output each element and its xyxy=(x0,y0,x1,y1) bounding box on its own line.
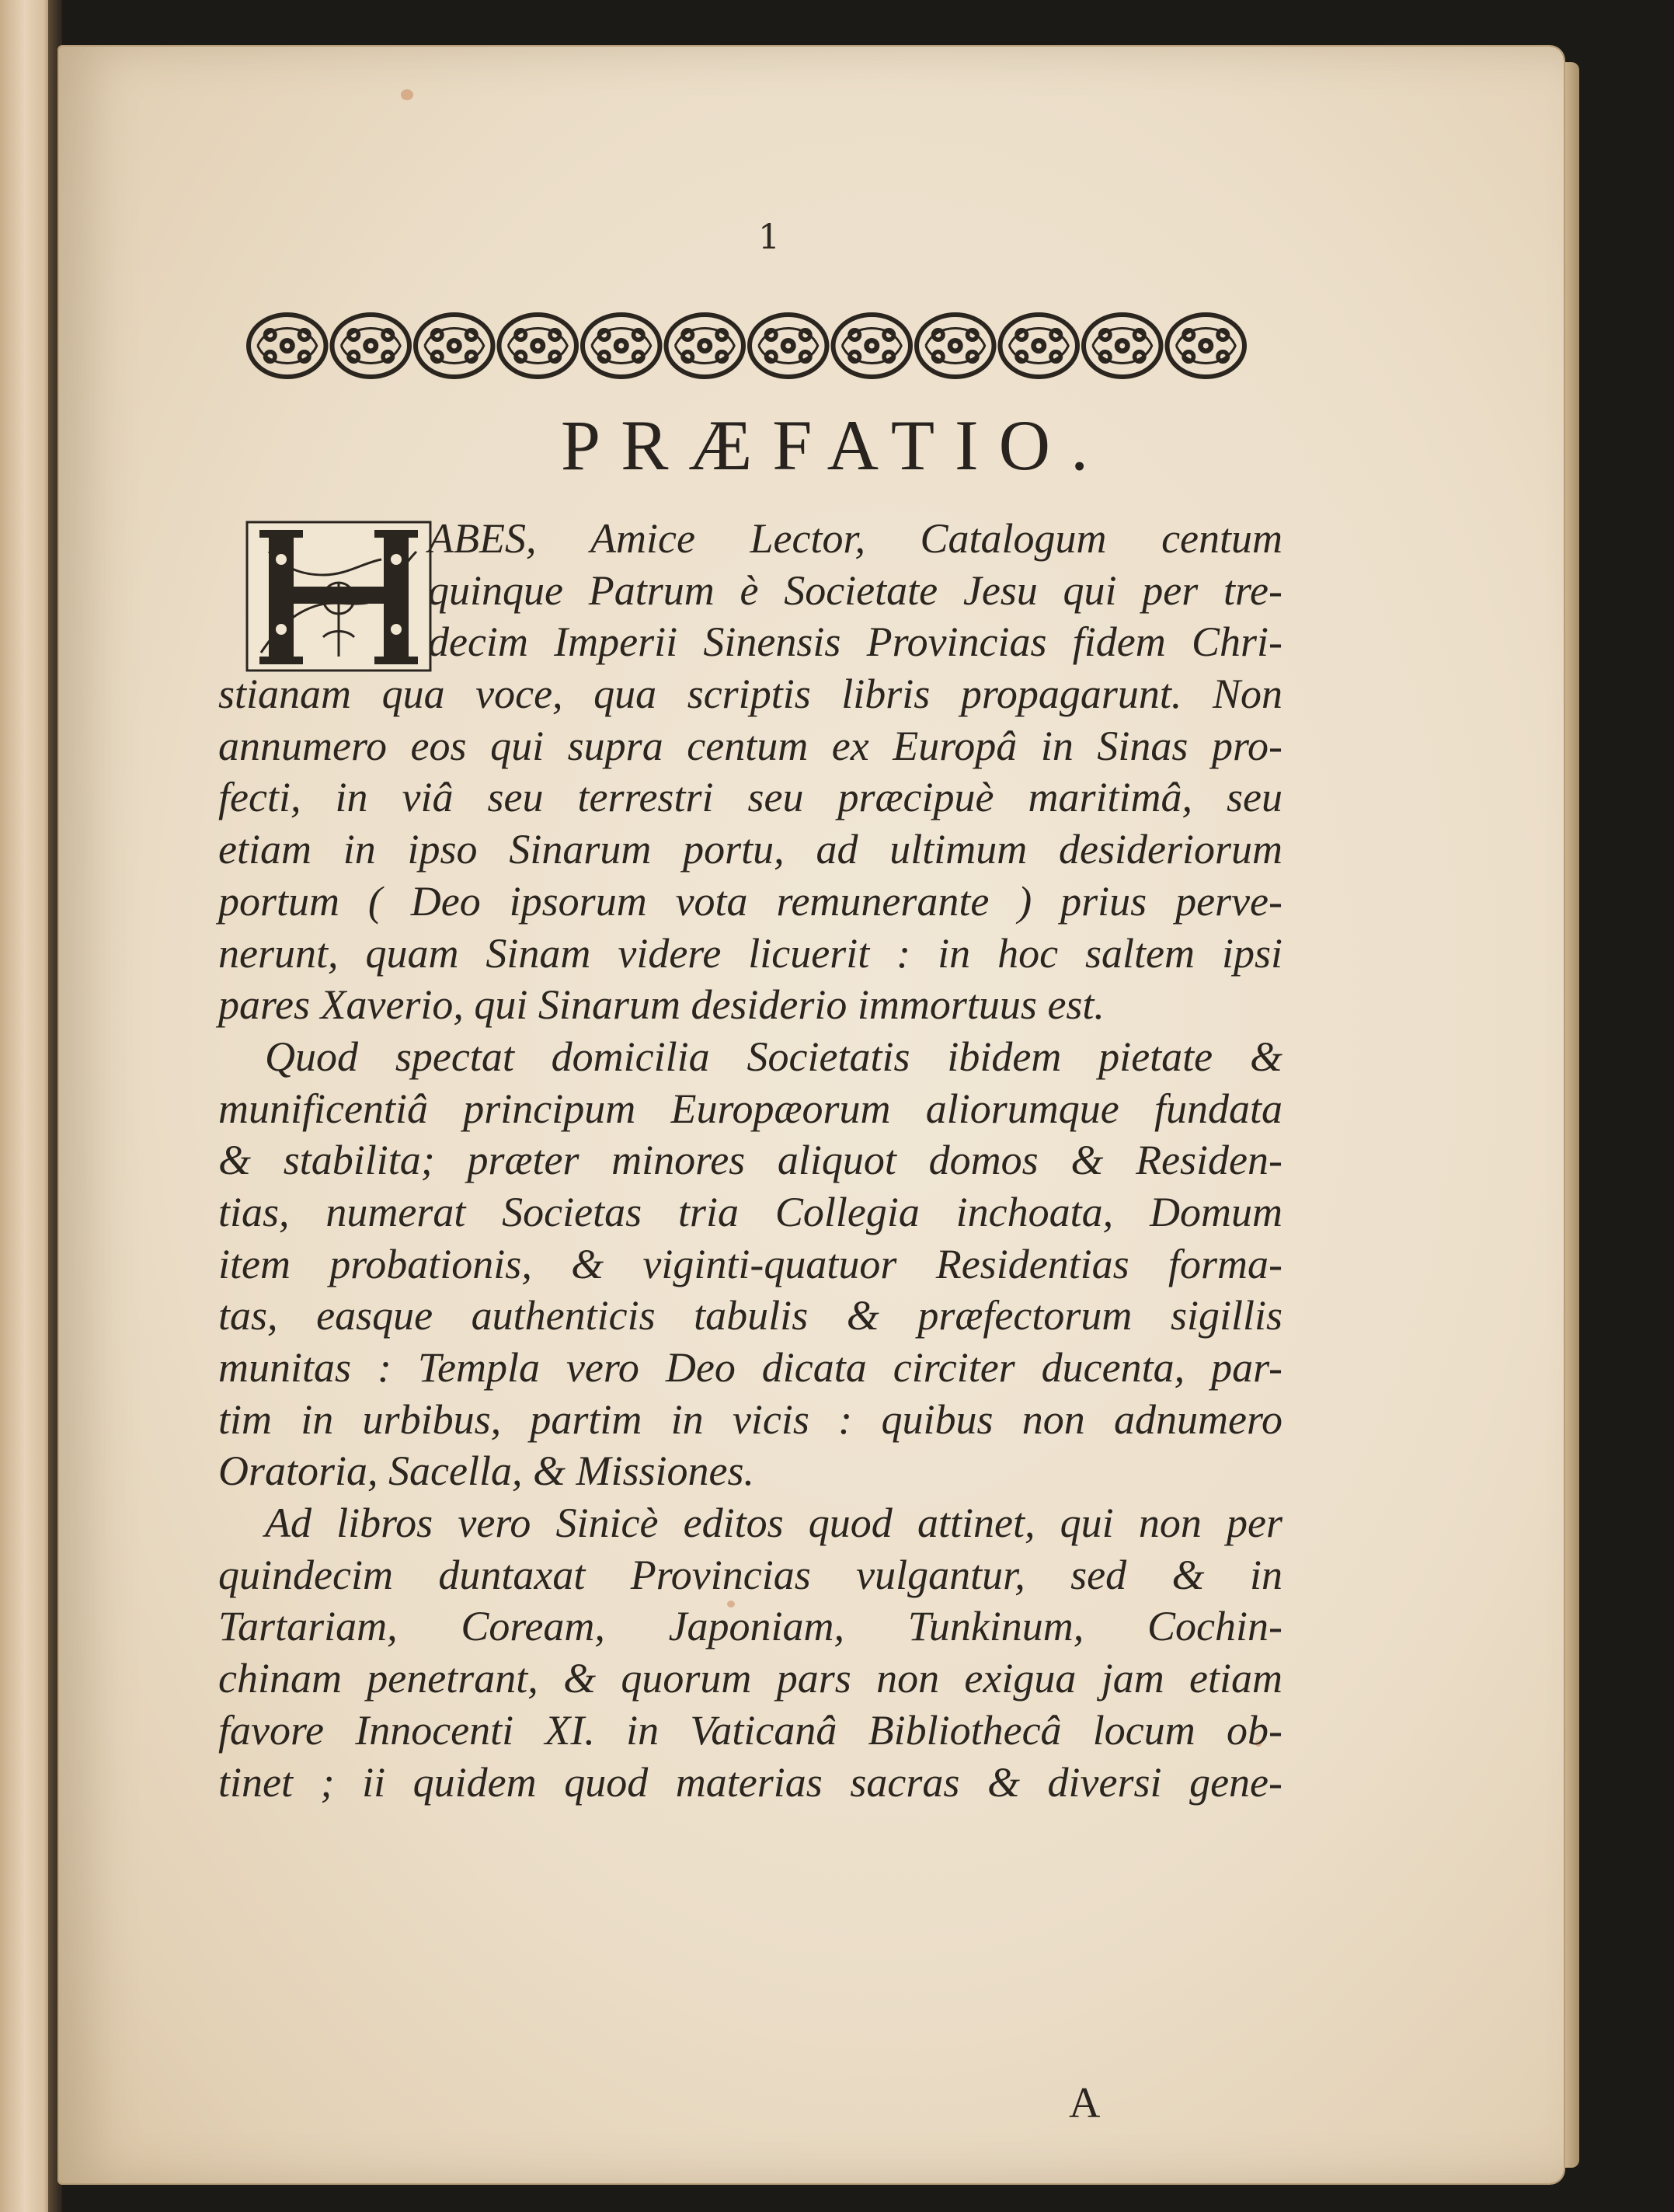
text-line: tinet ; ii quidem quod materias sacras & diversi gene- xyxy=(218,1758,1282,1806)
text-line: chinam penetrant, & quorum pars non exigua jam etiam xyxy=(218,1655,1282,1702)
text-line: & stabilita; præter minores aliquot domos & Residen- xyxy=(218,1137,1282,1184)
text-line: pares Xaverio, qui Sinarum desiderio immortuus est. xyxy=(218,981,1105,1029)
book-page xyxy=(59,47,1564,2183)
text-line: Ad libros vero Sinicè editos quod attinet, qui non per xyxy=(265,1500,1282,1547)
preface-body-text xyxy=(218,513,1282,1808)
ornament-unit xyxy=(666,315,744,377)
ornament-unit xyxy=(1084,315,1161,377)
text-line: tias, numerat Societas tria Collegia inchoata, Domum xyxy=(218,1188,1282,1235)
text-line: quindecim duntaxat Provincias vulgantur, sed & in xyxy=(218,1551,1282,1598)
ornament-unit xyxy=(332,315,410,377)
foxing-spot xyxy=(401,89,413,100)
text-line: favore Innocenti XI. in Vaticanâ Bibliothecâ locum ob- xyxy=(218,1706,1282,1754)
text-line: quinque Patrum è Societate Jesu qui per tre- xyxy=(428,566,1282,614)
text-line: stianam qua voce, qua scriptis libris propagarunt. Non xyxy=(218,671,1282,718)
text-line: decim Imperii Sinensis Provincias fidem Chri- xyxy=(428,618,1282,666)
text-line: Oratoria, Sacella, & Missiones. xyxy=(218,1447,754,1495)
ornament-unit xyxy=(499,315,577,377)
text-line: nerunt, quam Sinam videre licuerit : in hoc saltem ipsi xyxy=(218,929,1282,977)
signature-mark: A xyxy=(1069,2079,1101,2127)
text-line: munitas : Templa vero Deo dicata circiter ducenta, par- xyxy=(218,1344,1282,1391)
text-line: fecti, in viâ seu terrestri seu præcipuè maritimâ, seu xyxy=(218,774,1282,821)
page-number: 1 xyxy=(758,218,780,257)
text-line: etiam in ipso Sinarum portu, ad ultimum desideriorum xyxy=(218,826,1282,873)
ornament-unit xyxy=(1168,315,1245,377)
page-edge-stack xyxy=(1564,62,1579,2168)
text-line: item probationis, & viginti-quatuor Residentias forma- xyxy=(218,1240,1282,1287)
text-line: ABES, Amice Lector, Catalogum centum xyxy=(428,515,1282,562)
ornament-unit xyxy=(917,315,994,377)
facing-page-edge xyxy=(0,0,54,2212)
ornament-unit xyxy=(249,315,326,377)
text-line: annumero eos qui supra centum ex Europâ in Sinas pro- xyxy=(218,722,1282,769)
text-line: tim in urbibus, partim in vicis : quibus non adnumero xyxy=(218,1395,1282,1443)
ornament-unit xyxy=(1001,315,1078,377)
paragraph-3 xyxy=(218,1497,1282,1808)
ornament-unit xyxy=(583,315,660,377)
text-line: munificentiâ principum Europæorum aliorumque fundata xyxy=(218,1085,1282,1132)
ornament-unit xyxy=(834,315,911,377)
paragraph-1 xyxy=(218,513,1282,1031)
text-line: tas, easque authenticis tabulis & præfectorum sigillis xyxy=(218,1292,1282,1339)
ornament-unit xyxy=(416,315,493,377)
paragraph-2 xyxy=(218,1031,1282,1497)
floral-headpiece-ornament xyxy=(245,303,1248,388)
text-line: Quod spectat domicilia Societatis ibidem pietate & xyxy=(265,1033,1282,1080)
ornament-unit xyxy=(750,315,827,377)
text-line: portum ( Deo ipsorum vota remunerante ) prius perve- xyxy=(218,877,1282,925)
text-line: Tartariam, Coream, Japoniam, Tunkinum, Cochin- xyxy=(218,1603,1282,1650)
page-title: PRÆFATIO. xyxy=(560,406,1109,485)
